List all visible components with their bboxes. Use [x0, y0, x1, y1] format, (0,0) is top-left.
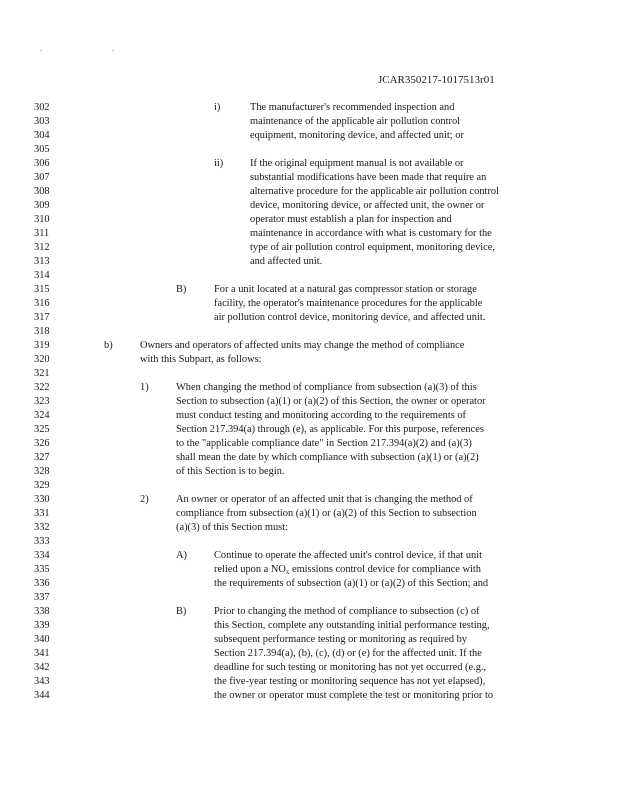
- text-line-331: compliance from subsection (a)(1) or (a)(2) of this Section to subsection: [176, 508, 477, 519]
- text-line-330: An owner or operator of an affected unit that is changing the method of: [176, 494, 473, 505]
- line-number: 314: [34, 270, 50, 281]
- text-line-343: the five-year testing or monitoring sequence has not yet elapsed),: [214, 676, 486, 687]
- text-line-328: of this Section is to begin.: [176, 466, 285, 477]
- line-number: 344: [34, 690, 50, 701]
- line-number: 309: [34, 200, 50, 211]
- text-line-327: shall mean the date by which compliance with subsection (a)(1) or (a)(2): [176, 452, 479, 463]
- text-line-306: If the original equipment manual is not available or: [250, 158, 464, 169]
- text-line-303: maintenance of the applicable air pollution control: [250, 116, 461, 127]
- text-line-311: maintenance in accordance with what is customary for the: [250, 228, 492, 239]
- line-number: 317: [34, 312, 50, 323]
- line-number: 343: [34, 676, 50, 687]
- line-number: 324: [34, 410, 50, 421]
- text-line-304: equipment, monitoring device, and affected unit; or: [250, 130, 464, 141]
- text-line-317: air pollution control device, monitoring device, and affected unit.: [214, 312, 486, 323]
- text-line-313: and affected unit.: [250, 256, 323, 267]
- line-number: 308: [34, 186, 50, 197]
- text-line-309: device, monitoring device, or affected unit, the owner or: [250, 200, 485, 211]
- line-number: 307: [34, 172, 50, 183]
- label-i: i): [214, 102, 221, 113]
- line-number: 326: [34, 438, 50, 449]
- line-number: 321: [34, 368, 50, 379]
- text-line-335: [214, 564, 481, 576]
- label-B-second: B): [176, 606, 187, 617]
- line-number: 341: [34, 648, 50, 659]
- text-line-340: subsequent performance testing or monitoring as required by: [214, 634, 468, 645]
- text-line-315: For a unit located at a natural gas compressor station or storage: [214, 284, 477, 295]
- text-line-336: the requirements of subsection (a)(1) or (a)(2) of this Section; and: [214, 578, 489, 589]
- text-line-312: type of air pollution control equipment, monitoring device,: [250, 242, 495, 253]
- text-line-334: Continue to operate the affected unit's control device, if that unit: [214, 550, 483, 561]
- line-number: 329: [34, 480, 50, 491]
- line-number: 310: [34, 214, 50, 225]
- line-number: 340: [34, 634, 50, 645]
- line-number: 302: [34, 102, 50, 113]
- nox-subscript: x: [285, 568, 290, 576]
- text-line-341: Section 217.394(a), (b), (c), (d) or (e) for the affected unit. If the: [214, 648, 482, 659]
- text-line-310: operator must establish a plan for inspection and: [250, 214, 452, 225]
- line-number: 328: [34, 466, 50, 477]
- scan-marks: . .: [40, 44, 148, 53]
- text-line-302: The manufacturer's recommended inspection and: [250, 102, 455, 113]
- line-number: 311: [34, 228, 50, 239]
- document-id: JCAR350217-1017513r01: [378, 74, 495, 86]
- text-line-335-part-b: emissions control device for compliance with: [289, 564, 481, 575]
- line-number: 313: [34, 256, 50, 267]
- label-B-first: B): [176, 284, 187, 295]
- text-line-307: substantial modifications have been made that require an: [250, 172, 487, 183]
- text-line-324: must conduct testing and monitoring according to the requirements of: [176, 410, 467, 421]
- line-number: 320: [34, 354, 50, 365]
- line-number: 335: [34, 564, 50, 575]
- text-line-332: (a)(3) of this Section must:: [176, 522, 288, 533]
- label-A: A): [176, 550, 187, 561]
- line-number: 342: [34, 662, 50, 673]
- label-b: b): [104, 340, 113, 351]
- line-number: 336: [34, 578, 50, 589]
- line-number: 339: [34, 620, 50, 631]
- line-number: 332: [34, 522, 50, 533]
- line-number: 315: [34, 284, 50, 295]
- text-line-339: this Section, complete any outstanding initial performance testing,: [214, 620, 490, 631]
- line-number: 322: [34, 382, 50, 393]
- line-number: 303: [34, 116, 50, 127]
- text-line-342: deadline for such testing or monitoring has not yet occurred (e.g.,: [214, 662, 487, 673]
- line-number: 304: [34, 130, 50, 141]
- line-number: 318: [34, 326, 50, 337]
- line-number: 325: [34, 424, 50, 435]
- text-line-326: to the "applicable compliance date" in Section 217.394(a)(2) and (a)(3): [176, 438, 472, 449]
- text-line-316: facility, the operator's maintenance procedures for the applicable: [214, 298, 483, 309]
- line-number: 305: [34, 144, 50, 155]
- label-ii: ii): [214, 158, 224, 169]
- text-line-325: Section 217.394(a) through (e), as applicable. For this purpose, references: [176, 424, 484, 435]
- text-line-344: the owner or operator must complete the test or monitoring prior to: [214, 690, 494, 701]
- line-number: 327: [34, 452, 50, 463]
- text-line-319: Owners and operators of affected units may change the method of compliance: [140, 340, 465, 351]
- line-number: 312: [34, 242, 50, 253]
- line-number: 330: [34, 494, 50, 505]
- text-line-335-part-a: relied upon a NO: [214, 564, 286, 575]
- line-number: 319: [34, 340, 50, 351]
- text-line-338: Prior to changing the method of compliance to subsection (c) of: [214, 606, 480, 617]
- label-1: 1): [140, 382, 149, 393]
- text-line-320: with this Subpart, as follows:: [140, 354, 262, 365]
- line-number: 316: [34, 298, 50, 309]
- line-number: 333: [34, 536, 50, 547]
- line-number: 331: [34, 508, 50, 519]
- line-number: 338: [34, 606, 50, 617]
- text-line-322: When changing the method of compliance from subsection (a)(3) of this: [176, 382, 477, 393]
- label-2: 2): [140, 494, 149, 505]
- line-number: 334: [34, 550, 50, 561]
- line-number: 323: [34, 396, 50, 407]
- line-number: 306: [34, 158, 50, 169]
- line-number: 337: [34, 592, 50, 603]
- text-line-308: alternative procedure for the applicable air pollution control: [250, 186, 499, 197]
- text-line-323: Section to subsection (a)(1) or (a)(2) of this Section, the owner or operator: [176, 396, 486, 407]
